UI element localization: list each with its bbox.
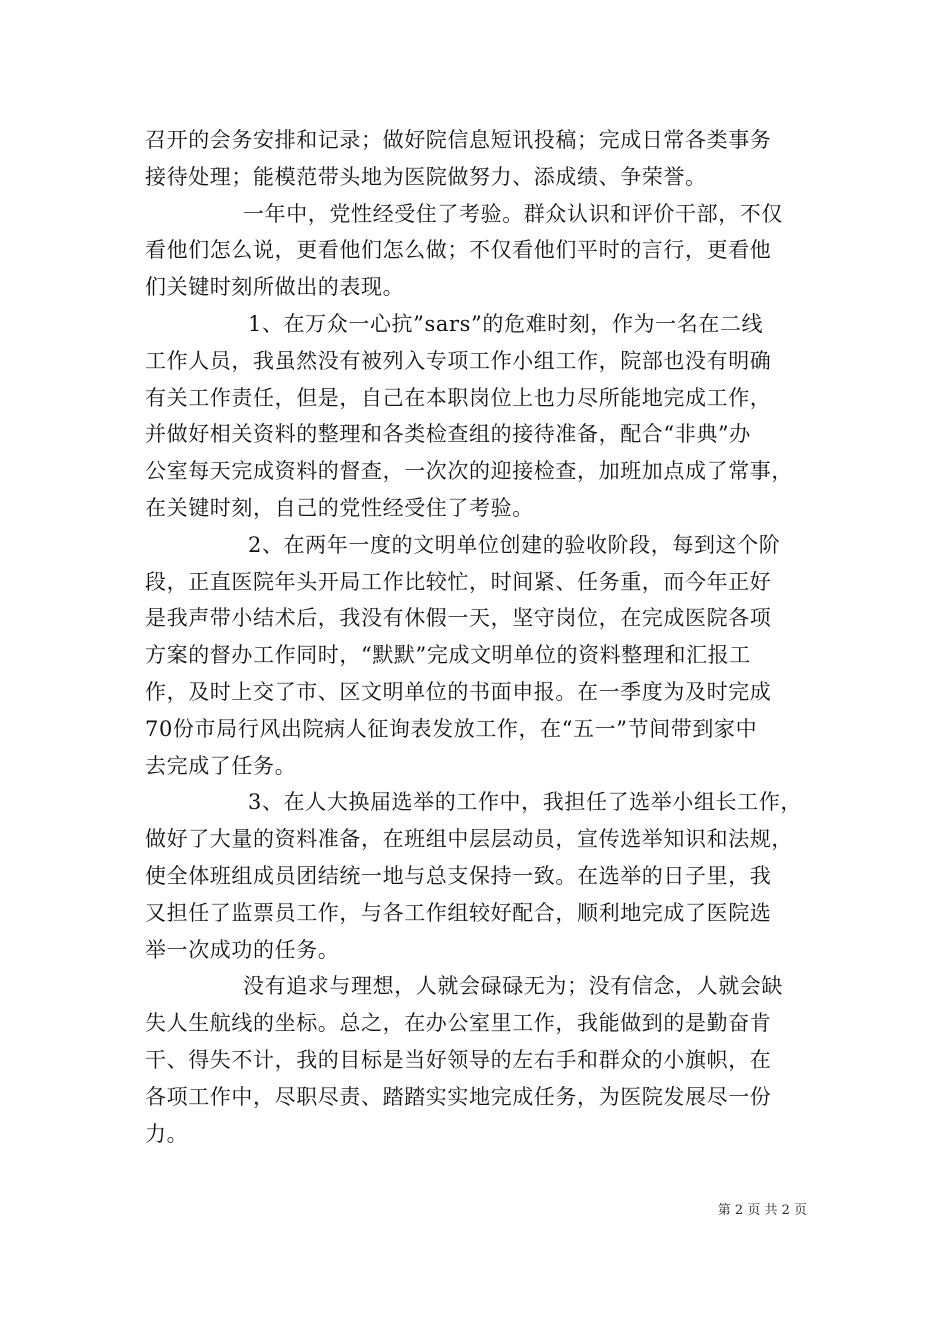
- text-line: 作，及时上交了市、区文明单位的书面申报。在一季度为及时完成: [145, 679, 772, 704]
- text-line: 失人生航线的坐标。总之，在办公室里工作，我能做到的是勤奋肯: [145, 1011, 772, 1036]
- text-line: 70份市局行风出院病人征询表发放工作，在“五一”节间带到家中: [145, 716, 758, 741]
- text-line: 接待处理；能模范带头地为医院做努力、添成绩、争荣誉。: [145, 164, 707, 189]
- paragraph-item-3-election: [145, 784, 825, 968]
- text-line: 有关工作责任，但是，自己在本职岗位上也力尽所能地完成工作，: [145, 385, 772, 410]
- text-line: 段，正直医院年头开局工作比较忙，时间紧、任务重，而今年正好: [145, 569, 772, 594]
- text-line: 并做好相关资料的整理和各类检查组的接待准备，配合“非典”办: [145, 422, 751, 447]
- page-number-footer: 第 2 页 共 2 页: [717, 1203, 807, 1218]
- text-line: 工作人员，我虽然没有被列入专项工作小组工作，院部也没有明确: [145, 348, 772, 373]
- text-line: 各项工作中，尽职尽责、踏踏实实地完成任务，为医院发展尽一份: [145, 1084, 772, 1109]
- document-body: [145, 122, 825, 1152]
- text-line: 去完成了任务。: [145, 753, 297, 778]
- text-line: 2、在两年一度的文明单位创建的验收阶段，每到这个阶: [248, 532, 781, 557]
- paragraph-meeting-duties: [145, 122, 825, 196]
- paragraph-party-spirit: [145, 196, 825, 306]
- text-line: 公室每天完成资料的督查，一次次的迎接检查，加班加点成了常事，: [145, 459, 793, 484]
- text-line: 3、在人大换届选举的工作中，我担任了选举小组长工作，: [248, 790, 802, 815]
- paragraph-item-1-sars: [145, 306, 825, 527]
- text-line: 看他们怎么说，更看他们怎么做；不仅看他们平时的言行，更看他: [145, 238, 772, 263]
- text-line: 方案的督办工作同时，“默默”完成文明单位的资料整理和汇报工: [145, 643, 751, 668]
- text-line: 力。: [145, 1121, 189, 1146]
- text-line: 在关键时刻，自己的党性经受住了考验。: [145, 495, 534, 520]
- text-line: 一年中，党性经受住了考验。群众认识和评价干部，不仅: [243, 201, 783, 226]
- text-line: 使全体班组成员团结统一地与总支保持一致。在选举的日子里，我: [145, 863, 772, 888]
- text-line: 们关键时刻所做出的表现。: [145, 275, 405, 300]
- text-line: 干、得失不计，我的目标是当好领导的左右手和群众的小旗帜，在: [145, 1047, 772, 1072]
- paragraph-item-2-civilized-unit: [145, 527, 825, 785]
- text-line: 是我声带小结术后，我没有休假一天，坚守岗位，在完成医院各项: [145, 606, 772, 631]
- text-line: 召开的会务安排和记录；做好院信息短讯投稿；完成日常各类事务: [145, 128, 772, 152]
- text-line: 没有追求与理想，人就会碌碌无为；没有信念，人就会缺: [243, 974, 783, 999]
- paragraph-conclusion: [145, 968, 825, 1152]
- text-line: 举一次成功的任务。: [145, 937, 340, 962]
- text-line: 又担任了监票员工作，与各工作组较好配合，顺利地完成了医院选: [145, 900, 772, 925]
- text-line: 做好了大量的资料准备，在班组中层层动员，宣传选举知识和法规，: [145, 827, 793, 852]
- text-line: 1、在万众一心抗”sars”的危难时刻，作为一名在二线: [248, 311, 764, 336]
